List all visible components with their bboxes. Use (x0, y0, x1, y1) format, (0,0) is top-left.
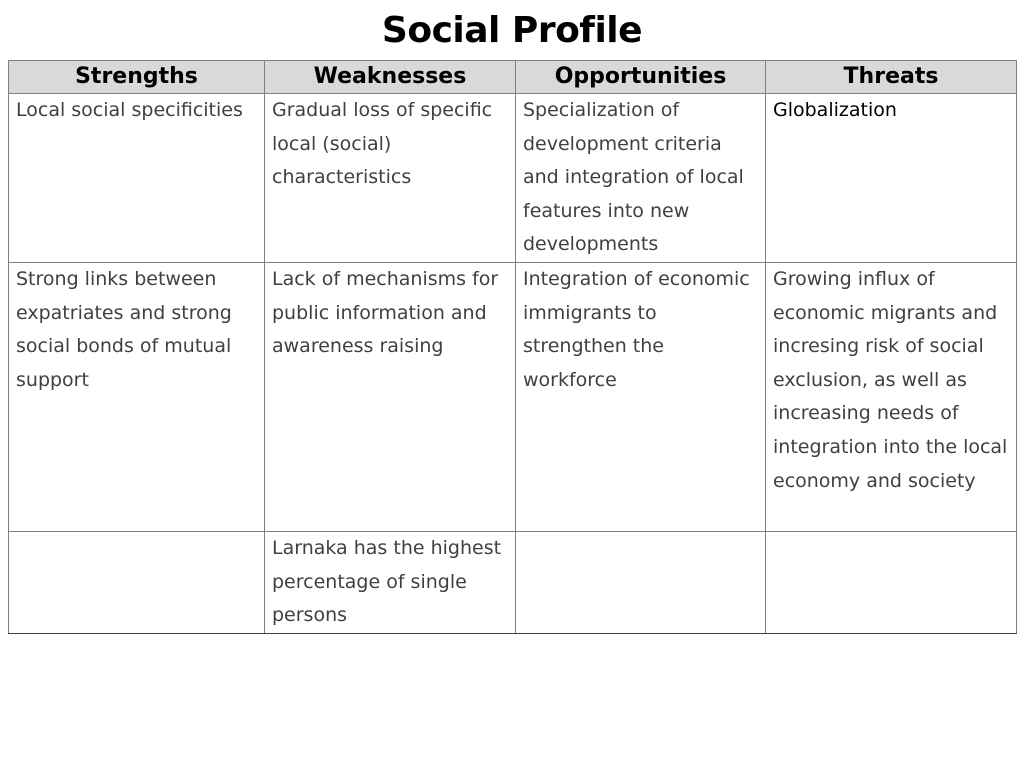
header-opportunities: Opportunities (516, 61, 766, 94)
weaknesses-cell: Larnaka has the highest percentage of single persons (265, 531, 516, 633)
strengths-cell: Local social specificities (9, 94, 265, 263)
header-threats: Threats (766, 61, 1017, 94)
strengths-cell: Strong links between expatriates and strong social bonds of mutual support (9, 262, 265, 531)
weaknesses-cell: Lack of mechanisms for public information and awareness raising (265, 262, 516, 531)
table-header-row (9, 61, 1017, 94)
opportunities-cell: Specialization of development criteria and integration of local features into new developments (516, 94, 766, 263)
strengths-cell (9, 531, 265, 633)
header-weaknesses: Weaknesses (265, 61, 516, 94)
table-row (9, 262, 1017, 531)
opportunities-cell (516, 531, 766, 633)
opportunities-cell: Integration of economic immigrants to strengthen the workforce (516, 262, 766, 531)
swot-table (8, 60, 1017, 634)
table-row (9, 531, 1017, 633)
threats-cell (766, 531, 1017, 633)
table-row (9, 94, 1017, 263)
threats-cell: Growing influx of economic migrants and incresing risk of social exclusion, as well as increasing needs of integration into the local economy and society (766, 262, 1017, 531)
weaknesses-cell: Gradual loss of specific local (social) characteristics (265, 94, 516, 263)
header-strengths: Strengths (9, 61, 265, 94)
page-title: Social Profile (381, 10, 643, 51)
threats-cell: Globalization (766, 94, 1017, 263)
